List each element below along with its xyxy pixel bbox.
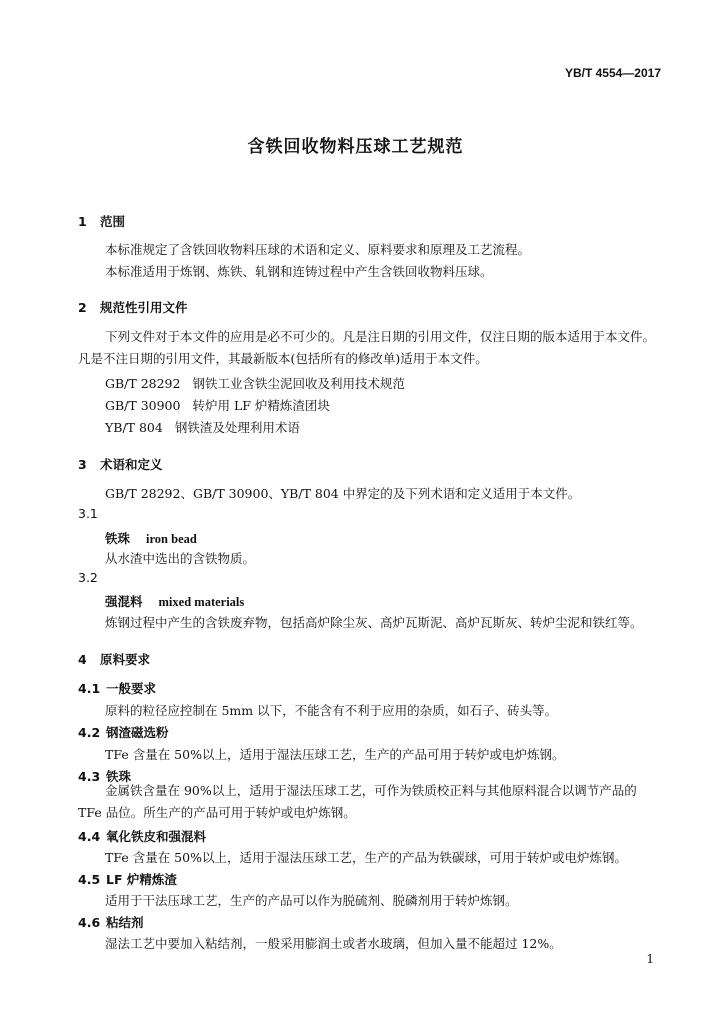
term-number: 3.2: [78, 570, 98, 585]
subsection-number: 4.3: [78, 769, 101, 784]
subsection-title: 一般要求: [106, 681, 157, 696]
term-definition: 从水渣中选出的含铁物质。: [105, 551, 256, 566]
subsection-title: 氧化铁皮和强混料: [106, 829, 207, 844]
subsection-heading: [78, 870, 177, 888]
reference-code: GB/T 28292: [105, 376, 181, 391]
term-english: iron bead: [146, 532, 197, 546]
page-number: 1: [646, 952, 654, 966]
section-2-heading: [78, 298, 188, 316]
subsection-number: 4.6: [78, 915, 101, 930]
section-1-heading: [78, 212, 125, 230]
reference-item: [105, 396, 330, 414]
section-number: 2: [78, 300, 87, 315]
reference-code: GB/T 30900: [105, 398, 181, 413]
reference-item: [105, 418, 300, 436]
subsection-text: TFe 含量在 50%以上，适用于湿法压球工艺，生产的产品为铁碳球，可用于转炉或电炉炼钢。: [105, 850, 627, 865]
subsection-heading: [78, 827, 206, 845]
term-heading: [105, 529, 197, 547]
subsection-number: 4.2: [78, 725, 101, 740]
subsection-number: 4.5: [78, 872, 101, 887]
term-chinese: 铁珠: [105, 531, 131, 546]
subsection-number: 4.4: [78, 829, 101, 844]
section-1-paragraph-1: 本标准规定了含铁回收物料压球的术语和定义、原料要求和原理及工艺流程。: [105, 242, 531, 257]
section-2-paragraph-1: 下列文件对于本文件的应用是必不可少的。凡是注日期的引用文件，仅注日期的版本适用于本文件。凡是不注日期的引用文件，其最新版本(包括所有的修改单)适用于本文件。: [78, 329, 656, 366]
subsection-heading: [78, 679, 156, 697]
subsection-title: 粘结剂: [106, 915, 144, 930]
subsection-title: 钢渣磁选粉: [106, 725, 169, 740]
reference-title: 钢铁工业含铁尘泥回收及利用技术规范: [192, 376, 405, 391]
subsection-text: TFe 含量在 50%以上，适用于湿法压球工艺，生产的产品可用于转炉或电炉炼钢。: [105, 747, 565, 762]
section-4-heading: [78, 650, 150, 668]
reference-title: 钢铁渣及处理利用术语: [174, 420, 300, 435]
term-english: mixed materials: [158, 595, 245, 609]
subsection-text: 适用于干法压球工艺，生产的产品可以作为脱硫剂、脱磷剂用于转炉炼钢。: [105, 893, 518, 908]
subsection-heading: [78, 723, 169, 741]
term-heading: [105, 592, 244, 610]
section-title: 术语和定义: [100, 457, 163, 472]
reference-title: 转炉用 LF 炉精炼渣团块: [192, 398, 330, 413]
subsection-heading: [78, 913, 144, 931]
standard-code: YB/T 4554—2017: [564, 66, 661, 80]
subsection-number: 4.1: [78, 681, 101, 696]
section-3-paragraph-1: GB/T 28292、GB/T 30900、YB/T 804 中界定的及下列术语和定义适用于本文件。: [105, 486, 581, 501]
section-number: 4: [78, 652, 87, 667]
term-number: 3.1: [78, 506, 98, 521]
section-title: 范围: [100, 214, 126, 229]
term-chinese: 强混料: [105, 594, 143, 609]
subsection-text: 湿法工艺中要加入粘结剂，一般采用膨润土或者水玻璃，但加入量不能超过 12%。: [105, 936, 562, 951]
section-number: 1: [78, 214, 87, 229]
subsection-title: LF 炉精炼渣: [106, 872, 177, 887]
section-number: 3: [78, 457, 87, 472]
section-3-heading: [78, 455, 163, 473]
reference-item: [105, 374, 405, 392]
term-definition: 炼钢过程中产生的含铁废弃物，包括高炉除尘灰、高炉瓦斯泥、高炉瓦斯灰、转炉尘泥和铁红等。: [105, 615, 643, 630]
section-title: 规范性引用文件: [100, 300, 188, 315]
subsection-title: 铁珠: [106, 769, 132, 784]
document-title: 含铁回收物料压球工艺规范: [247, 137, 464, 157]
subsection-text: 金属铁含量在 90%以上，适用于湿法压球工艺，可作为铁质校正料与其他原料混合以调节产品的 TFe 品位。所生产的产品可用于转炉或电炉炼钢。: [78, 783, 637, 820]
section-title: 原料要求: [100, 652, 151, 667]
section-1-paragraph-2: 本标准适用于炼钢、炼铁、轧钢和连铸过程中产生含铁回收物料压球。: [105, 264, 493, 279]
subsection-text: 原料的粒径应控制在 5mm 以下，不能含有不利于应用的杂质，如石子、砖头等。: [105, 703, 558, 718]
reference-code: YB/T 804: [105, 420, 163, 435]
